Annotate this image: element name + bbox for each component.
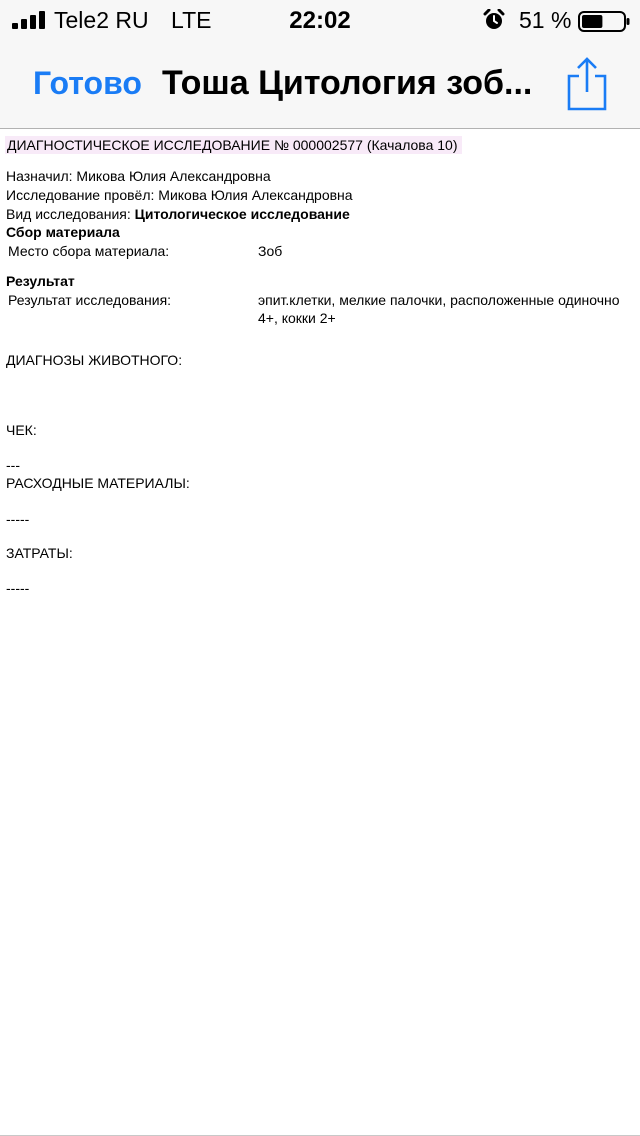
diagnoses-label: ДИАГНОЗЫ ЖИВОТНОГО: bbox=[6, 352, 183, 368]
study-type-label: Вид исследования: bbox=[6, 206, 135, 222]
result-heading: Результат bbox=[6, 273, 75, 289]
materials-label: РАСХОДНЫЕ МАТЕРИАЛЫ: bbox=[6, 475, 190, 491]
battery-percentage: 51 % bbox=[519, 7, 572, 33]
materials-value: ----- bbox=[6, 511, 30, 527]
share-icon[interactable] bbox=[565, 56, 609, 112]
clock: 22:02 bbox=[289, 7, 351, 34]
done-button[interactable]: Готово bbox=[33, 65, 142, 101]
result-value-line-2: 4+, кокки 2+ bbox=[258, 310, 336, 326]
report-header: ДИАГНОСТИЧЕСКОЕ ИССЛЕДОВАНИЕ № 000002577 (Качалова 10) bbox=[5, 136, 462, 154]
result-label: Результат исследования: bbox=[8, 292, 172, 308]
check-label: ЧЕК: bbox=[6, 422, 37, 438]
navigation-bar bbox=[0, 40, 640, 129]
status-bar bbox=[0, 0, 640, 40]
alarm-clock-icon bbox=[483, 9, 505, 31]
costs-value: ----- bbox=[6, 580, 30, 596]
collection-heading: Сбор материала bbox=[6, 224, 120, 240]
collection-place-value: Зоб bbox=[258, 243, 283, 259]
document-title: Тоша Цитология зоб... bbox=[162, 64, 533, 102]
result-value-line-1: эпит.клетки, мелкие палочки, расположенные одиночно bbox=[258, 292, 620, 308]
carrier-name: Tele2 RU bbox=[54, 7, 149, 33]
study-type bbox=[6, 205, 350, 223]
battery-icon bbox=[578, 11, 630, 32]
costs-label: ЗАТРАТЫ: bbox=[6, 545, 73, 561]
collection-place-label: Место сбора материала: bbox=[8, 243, 170, 259]
performed-by: Исследование провёл: Микова Юлия Александровна bbox=[6, 187, 353, 203]
network-type: LTE bbox=[171, 7, 212, 33]
assigned-by: Назначил: Микова Юлия Александровна bbox=[6, 168, 271, 184]
study-type-value: Цитологическое исследование bbox=[134, 206, 350, 222]
check-value: --- bbox=[6, 457, 20, 473]
